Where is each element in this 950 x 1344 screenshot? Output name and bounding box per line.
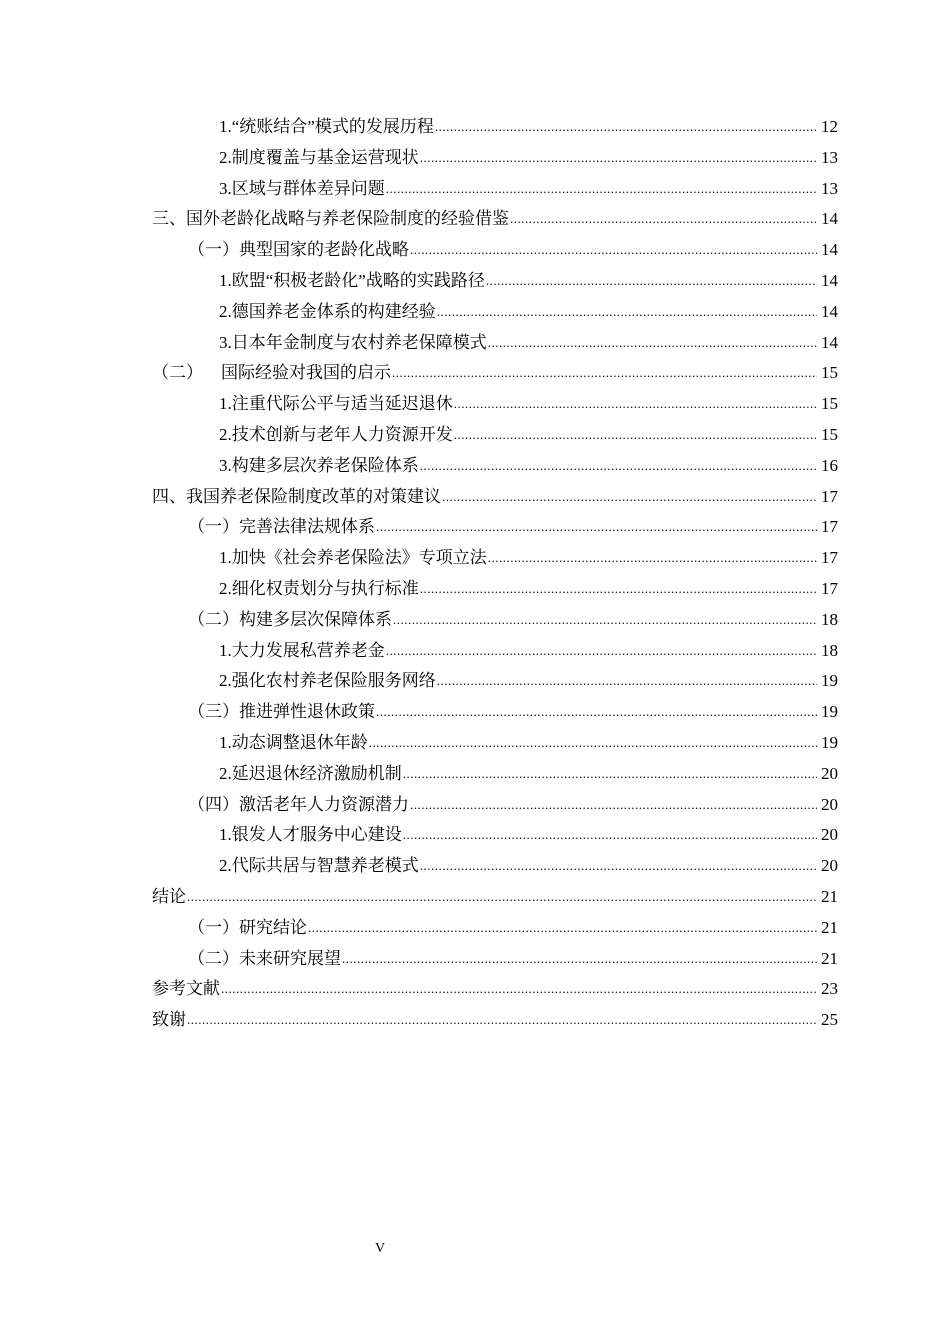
table-of-contents xyxy=(152,112,838,1036)
toc-entry-title: 1.大力发展私营养老金 xyxy=(219,640,385,660)
toc-dot-leader xyxy=(410,790,817,821)
toc-entry-page: 20 xyxy=(821,856,838,876)
toc-entry-page: 25 xyxy=(821,1010,838,1030)
toc-dot-leader xyxy=(403,820,817,851)
toc-entry-page: 14 xyxy=(821,209,838,229)
toc-entry[interactable] xyxy=(152,358,838,389)
toc-entry[interactable] xyxy=(152,605,838,636)
toc-entry[interactable] xyxy=(152,882,838,913)
toc-entry-title: 1.注重代际公平与适当延迟退休 xyxy=(219,394,453,414)
toc-entry-title: 1.银发人才服务中心建设 xyxy=(219,825,402,845)
toc-dot-leader xyxy=(386,636,817,667)
toc-dot-leader xyxy=(420,451,817,482)
toc-entry[interactable] xyxy=(152,112,838,143)
toc-entry[interactable] xyxy=(152,482,838,513)
toc-entry[interactable] xyxy=(152,574,838,605)
toc-entry-page: 14 xyxy=(821,270,838,290)
toc-entry-title: （二）构建多层次保障体系 xyxy=(188,609,392,629)
toc-entry[interactable] xyxy=(152,543,838,574)
toc-entry-title: 2.制度覆盖与基金运营现状 xyxy=(219,147,419,167)
toc-entry[interactable] xyxy=(152,328,838,359)
toc-entry-page: 20 xyxy=(821,763,838,783)
toc-entry[interactable] xyxy=(152,512,838,543)
toc-dot-leader xyxy=(393,605,817,636)
toc-entry-title: （一）研究结论 xyxy=(188,917,307,937)
toc-entry[interactable] xyxy=(152,944,838,975)
toc-entry-title: （三）推进弹性退休政策 xyxy=(188,702,375,722)
toc-dot-leader xyxy=(420,143,817,174)
toc-dot-leader xyxy=(308,913,817,944)
toc-dot-leader xyxy=(454,420,817,451)
toc-dot-leader xyxy=(488,543,817,574)
toc-entry[interactable] xyxy=(152,697,838,728)
toc-dot-leader xyxy=(488,328,817,359)
toc-entry-title: 1.欧盟“积极老龄化”战略的实践路径 xyxy=(219,270,485,290)
toc-entry[interactable] xyxy=(152,420,838,451)
toc-entry-page: 17 xyxy=(821,548,838,568)
toc-entry-title: 2.强化农村养老保险服务网络 xyxy=(219,671,436,691)
toc-entry[interactable] xyxy=(152,820,838,851)
toc-entry-prefix: （二） xyxy=(152,363,203,383)
toc-dot-leader xyxy=(442,482,817,513)
toc-entry-page: 15 xyxy=(821,394,838,414)
toc-entry-title: （一）典型国家的老龄化战略 xyxy=(188,240,409,260)
toc-entry[interactable] xyxy=(152,759,838,790)
toc-entry-title: 2.代际共居与智慧养老模式 xyxy=(219,856,419,876)
toc-entry-title: 1.“统账结合”模式的发展历程 xyxy=(219,117,434,136)
toc-entry-title: 3.构建多层次养老保险体系 xyxy=(219,455,419,475)
toc-entry-page: 13 xyxy=(821,178,838,198)
toc-entry[interactable] xyxy=(152,174,838,205)
toc-entry-title: 3.区域与群体差异问题 xyxy=(219,178,385,198)
toc-entry-title: 四、我国养老保险制度改革的对策建议 xyxy=(152,486,441,506)
toc-dot-leader xyxy=(437,297,817,328)
toc-dot-leader xyxy=(410,235,817,266)
toc-entry-page: 20 xyxy=(821,825,838,845)
toc-entry[interactable] xyxy=(152,266,838,297)
toc-entry-page: 20 xyxy=(821,794,838,814)
toc-dot-leader xyxy=(376,512,817,543)
toc-entry-title: （一）完善法律法规体系 xyxy=(188,517,375,537)
toc-dot-leader xyxy=(437,666,817,697)
toc-dot-leader xyxy=(187,882,817,913)
toc-entry-title: 结论 xyxy=(152,886,186,906)
toc-entry-title: （四）激活老年人力资源潜力 xyxy=(188,794,409,814)
toc-dot-leader xyxy=(454,389,817,420)
toc-dot-leader xyxy=(386,174,817,205)
toc-entry-page: 19 xyxy=(821,671,838,691)
toc-entry-title xyxy=(152,358,391,389)
toc-entry[interactable] xyxy=(152,143,838,174)
toc-dot-leader xyxy=(221,974,817,1005)
toc-dot-leader xyxy=(342,944,817,975)
toc-entry-page: 21 xyxy=(821,886,838,906)
toc-entry-title: 3.日本年金制度与农村养老保障模式 xyxy=(219,332,487,352)
toc-dot-leader xyxy=(435,112,817,143)
toc-entry-title: 2.技术创新与老年人力资源开发 xyxy=(219,424,453,444)
toc-entry-title: 2.德国养老金体系的构建经验 xyxy=(219,301,436,321)
toc-entry-page: 14 xyxy=(821,301,838,321)
toc-entry[interactable] xyxy=(152,851,838,882)
toc-entry-page: 17 xyxy=(821,517,838,537)
toc-entry-title: 2.延迟退休经济激励机制 xyxy=(219,763,402,783)
toc-entry[interactable] xyxy=(152,451,838,482)
toc-entry-page: 21 xyxy=(821,948,838,968)
toc-entry[interactable] xyxy=(152,728,838,759)
toc-entry[interactable] xyxy=(152,297,838,328)
toc-entry[interactable] xyxy=(152,235,838,266)
toc-dot-leader xyxy=(187,1005,817,1036)
toc-dot-leader xyxy=(510,204,817,235)
toc-entry-page: 14 xyxy=(821,332,838,352)
toc-entry-page: 14 xyxy=(821,240,838,260)
toc-entry[interactable] xyxy=(152,666,838,697)
toc-entry[interactable] xyxy=(152,913,838,944)
toc-entry-title: （二）未来研究展望 xyxy=(188,948,341,968)
toc-entry-page: 19 xyxy=(821,702,838,722)
toc-dot-leader xyxy=(392,358,817,389)
toc-entry-page: 16 xyxy=(821,455,838,475)
toc-entry[interactable] xyxy=(152,790,838,821)
toc-entry-title: 三、国外老龄化战略与养老保险制度的经验借鉴 xyxy=(152,209,509,229)
toc-dot-leader xyxy=(420,574,817,605)
toc-entry[interactable] xyxy=(152,974,838,1005)
toc-entry-page: 17 xyxy=(821,578,838,598)
toc-entry-page: 21 xyxy=(821,917,838,937)
toc-entry-title: 1.加快《社会养老保险法》专项立法 xyxy=(219,548,487,568)
toc-dot-leader xyxy=(420,851,817,882)
toc-dot-leader xyxy=(486,266,817,297)
toc-entry[interactable] xyxy=(152,204,838,235)
toc-entry-page: 17 xyxy=(821,486,838,506)
toc-dot-leader xyxy=(369,728,817,759)
toc-entry[interactable] xyxy=(152,636,838,667)
toc-entry-title: 参考文献 xyxy=(152,979,220,999)
toc-dot-leader xyxy=(403,759,817,790)
toc-entry-page: 15 xyxy=(821,363,838,383)
toc-entry[interactable] xyxy=(152,1005,838,1036)
page-number: V xyxy=(374,1241,386,1256)
toc-entry-page: 19 xyxy=(821,732,838,752)
toc-entry-page: 13 xyxy=(821,147,838,167)
toc-entry[interactable] xyxy=(152,389,838,420)
toc-entry-page: 12 xyxy=(821,117,838,136)
toc-entry-page: 18 xyxy=(821,609,838,629)
toc-entry-page: 18 xyxy=(821,640,838,660)
toc-entry-title: 致谢 xyxy=(152,1010,186,1030)
toc-entry-title: 2.细化权责划分与执行标准 xyxy=(219,578,419,598)
toc-entry-page: 15 xyxy=(821,424,838,444)
toc-dot-leader xyxy=(376,697,817,728)
toc-entry-text: 国际经验对我国的启示 xyxy=(221,363,391,383)
toc-entry-page: 23 xyxy=(821,979,838,999)
toc-entry-title: 1.动态调整退休年龄 xyxy=(219,732,368,752)
